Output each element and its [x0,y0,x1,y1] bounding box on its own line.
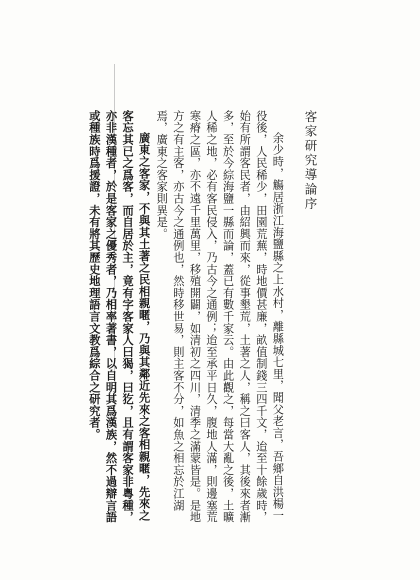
vertical-text-block [87,110,318,530]
paragraph-1: 余少時，觴居浙江海鹽縣之上水村，離縣城七里，聞父老言，吾鄉自洪楊一役後，人民稀少，田園荒蕪，時地價甚廉，畝值制錢三四千文，迨至十餘歲時，始有所謂客民者，由紹興而來，從事墾荒，土著之人，稱之曰客人，其後來者漸多，至於今綜海鹽一縣而論，蓋已有數千家云。由此觀之，每當大亂之後，土曠人稀之地，必有客民侵入，乃古今之通例；迨至承平日久，腹地人滿，則邊塞荒寒瘠之區，亦不遠千里萬里，移殖開闢，如清初之四川，清季之滿蒙皆是。是地方之有主客，亦古今之通例也，然時移世易，則主客不分，如魚之相忘於江湖焉，廣東之客家則異是。 [155,110,285,523]
document-title: 客家研究導論序 [303,110,318,212]
paragraph-2: 廣東之客家，不與其土著之民相親暱，乃與其鄰近先來之客相親暱，先來之客忘其已之爲客，而自居於主，竟有字客家人曰猲，曰犵，且有謂客家非粵種，亦非漢種者，於是客家之優秀者，乃相率著書，以自明其爲漢族，然不過辯言語或種族時爲援證，未有將其歷史地理語言文教爲綜合之研究者。 [87,110,152,523]
